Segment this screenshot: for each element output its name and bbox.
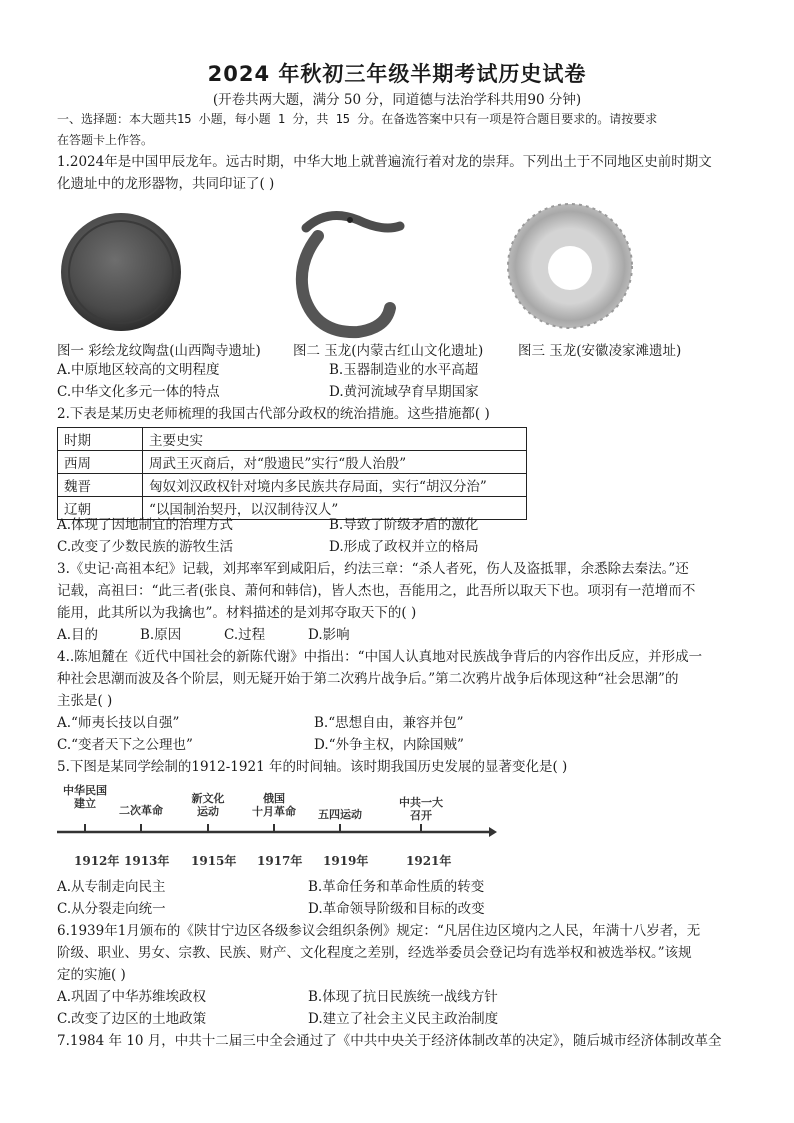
jade-dragon-hongshan-image (288, 204, 413, 339)
q3-option-d[interactable]: D.影响 (308, 627, 350, 643)
timeline-event-label (391, 796, 451, 822)
q4-stem-line-3: 主张是( ) (57, 693, 113, 709)
q6-stem-line-3: 定的实施( ) (57, 967, 126, 983)
figure-caption-3: 图三 玉龙(安徽凌家滩遗址) (518, 343, 682, 359)
timeline-event-line-2: 召开 (410, 809, 432, 822)
q4-option-b[interactable]: B.“思想自由，兼容并包” (314, 715, 464, 731)
q2-stem: 2.下表是某历史老师梳理的我国古代部分政权的统治措施。这些措施都( ) (57, 406, 490, 422)
timeline-year: 1919年 (323, 854, 369, 868)
timeline-event-line-1: 二次革命 (119, 804, 163, 817)
timeline-event-label (244, 792, 304, 818)
table-cell: “以国制治契丹，以汉制待汉人” (143, 497, 527, 520)
q5-option-a[interactable]: A.从专制走向民主 (57, 879, 166, 895)
section-instructions (57, 109, 737, 151)
section-line-2: 在答题卡上作答。 (57, 133, 154, 147)
q3-option-a[interactable]: A.目的 (57, 627, 99, 643)
exam-subtitle: (开卷共两大题，满分 50 分，同道德与法治学科共用90 分钟) (212, 92, 582, 108)
q1-stem-line-1: 1.2024年是中国甲辰龙年。远古时期，中华大地上就普遍流行着对龙的崇拜。下列出土于不同地区史前时期文 (57, 154, 712, 170)
figure-caption-1: 图一 彩绘龙纹陶盘(山西陶寺遗址) (57, 343, 261, 359)
q1-option-c[interactable]: C.中华文化多元一体的特点 (57, 384, 220, 400)
table-cell: 辽朝 (58, 497, 143, 520)
q3-option-b[interactable]: B.原因 (140, 627, 182, 643)
table-header-cell: 主要史实 (143, 428, 527, 451)
timeline-event-label (178, 792, 238, 818)
table-header-cell: 时期 (58, 428, 143, 451)
section-line-1: 一、选择题：本大题共15 小题，每小题 1 分，共 15 分。在备选答案中只有一项是符合题目要求的。请按要求 (57, 112, 658, 126)
q1-option-d[interactable]: D.黄河流域孕育早期国家 (329, 384, 479, 400)
q1-option-b[interactable]: B.玉器制造业的水平高超 (329, 362, 479, 378)
timeline-event-line-1: 俄国 (263, 792, 285, 805)
q4-stem-line-2: 种社会思潮而波及各个阶层，则无疑开始于第二次鸦片战争后。”第二次鸦片战争后体现这种“社会思潮”的 (57, 671, 679, 687)
q2-option-c[interactable]: C.改变了少数民族的游牧生活 (57, 539, 234, 555)
timeline-event-line-1: 中华民国 (63, 784, 107, 797)
timeline-year: 1915年 (191, 854, 237, 868)
q4-option-c[interactable]: C.“变者天下之公理也” (57, 737, 193, 753)
timeline-event-line-2: 十月革命 (252, 805, 296, 818)
table-cell: 魏晋 (58, 474, 143, 497)
q6-option-d[interactable]: D.建立了社会主义民主政治制度 (308, 1011, 499, 1027)
q4-option-d[interactable]: D.“外争主权，内除国贼” (314, 737, 464, 753)
timeline-year: 1913年 (124, 854, 170, 868)
q1-stem-line-2: 化遗址中的龙形器物，共同印证了( ) (57, 176, 275, 192)
q4-stem-line-1: 4..陈旭麓在《近代中国社会的新陈代谢》中指出：“中国人认真地对民族战争背后的内容作出反应，并形成一 (57, 649, 703, 665)
q2-option-a[interactable]: A.体现了因地制宜的治理方式 (57, 517, 234, 533)
timeline-event-line-2: 建立 (74, 797, 96, 810)
painted-dragon-plate-image (57, 210, 187, 335)
timeline-event-line-1: 新文化 (191, 792, 225, 805)
timeline-event-label (310, 808, 370, 821)
timeline-event-line-1: 中共一大 (399, 796, 443, 809)
q3-stem-line-1: 3.《史记·高祖本纪》记载，刘邦率军到咸阳后，约法三章：“杀人者死，伤人及盗抵罪，余悉除去秦法。”还 (57, 561, 689, 577)
q1-option-a[interactable]: A.中原地区较高的文明程度 (57, 362, 220, 378)
q2-history-table (57, 427, 527, 520)
q3-stem-line-2: 记载，高祖曰：“此三者(张良、萧何和韩信)，皆人杰也，吾能用之，此吾所以取天下也。项羽有一范增而不 (57, 583, 696, 599)
timeline-arrow (489, 827, 497, 837)
table-cell: 匈奴刘汉政权针对境内多民族共存局面，实行“胡汉分治” (143, 474, 527, 497)
timeline-year: 1921年 (406, 854, 452, 868)
q5-option-d[interactable]: D.革命领导阶级和目标的改变 (308, 901, 485, 917)
figure-caption-2: 图二 玉龙(内蒙古红山文化遗址) (293, 343, 484, 359)
q2-option-d[interactable]: D.形成了政权并立的格局 (329, 539, 479, 555)
q5-stem: 5.下图是某同学绘制的1912-1921 年的时间轴。该时期我国历史发展的显著变化是( ) (57, 759, 568, 775)
timeline-event-line-1: 五四运动 (318, 808, 362, 821)
timeline-year: 1917年 (257, 854, 303, 868)
q5-option-c[interactable]: C.从分裂走向统一 (57, 901, 166, 917)
jade-dragon-lingjiatan-image (500, 196, 640, 336)
q4-option-a[interactable]: A.“师夷长技以自强” (57, 715, 180, 731)
q3-option-c[interactable]: C.过程 (224, 627, 266, 643)
q7-stem-line-1: 7.1984 年 10 月，中共十二届三中全会通过了《中共中央关于经济体制改革的决定》，随后城市经济体制改革全 (57, 1033, 722, 1049)
timeline-year: 1912年 (74, 854, 120, 868)
q5-option-b[interactable]: B.革命任务和革命性质的转变 (308, 879, 485, 895)
q6-option-a[interactable]: A.巩固了中华苏维埃政权 (57, 989, 207, 1005)
table-cell: 周武王灭商后，对“殷遗民”实行“殷人治殷” (143, 451, 527, 474)
q6-option-c[interactable]: C.改变了边区的土地政策 (57, 1011, 207, 1027)
q2-option-b[interactable]: B.导致了阶级矛盾的激化 (329, 517, 479, 533)
exam-title: 2024 年秋初三年级半期考试历史试卷 (207, 62, 587, 86)
timeline-event-line-2: 运动 (197, 805, 219, 818)
q6-stem-line-1: 6.1939年1月颁布的《陕甘宁边区各级参议会组织条例》规定：“凡居住边区境内之人民，年满十八岁者，无 (57, 923, 701, 939)
q6-option-b[interactable]: B.体现了抗日民族统一战线方针 (308, 989, 498, 1005)
timeline-event-label (55, 784, 115, 810)
q6-stem-line-2: 阶级、职业、男女、宗教、民族、财产、文化程度之差别，经选举委员会登记均有选举权和被选举权。”该规 (57, 945, 692, 961)
table-header-row (58, 428, 527, 451)
table-cell: 西周 (58, 451, 143, 474)
table-row (58, 451, 527, 474)
table-row (58, 474, 527, 497)
q3-stem-line-3: 能用，此其所以为我擒也”。材料描述的是刘邦夺取天下的( ) (57, 605, 417, 621)
timeline-event-label (111, 804, 171, 817)
